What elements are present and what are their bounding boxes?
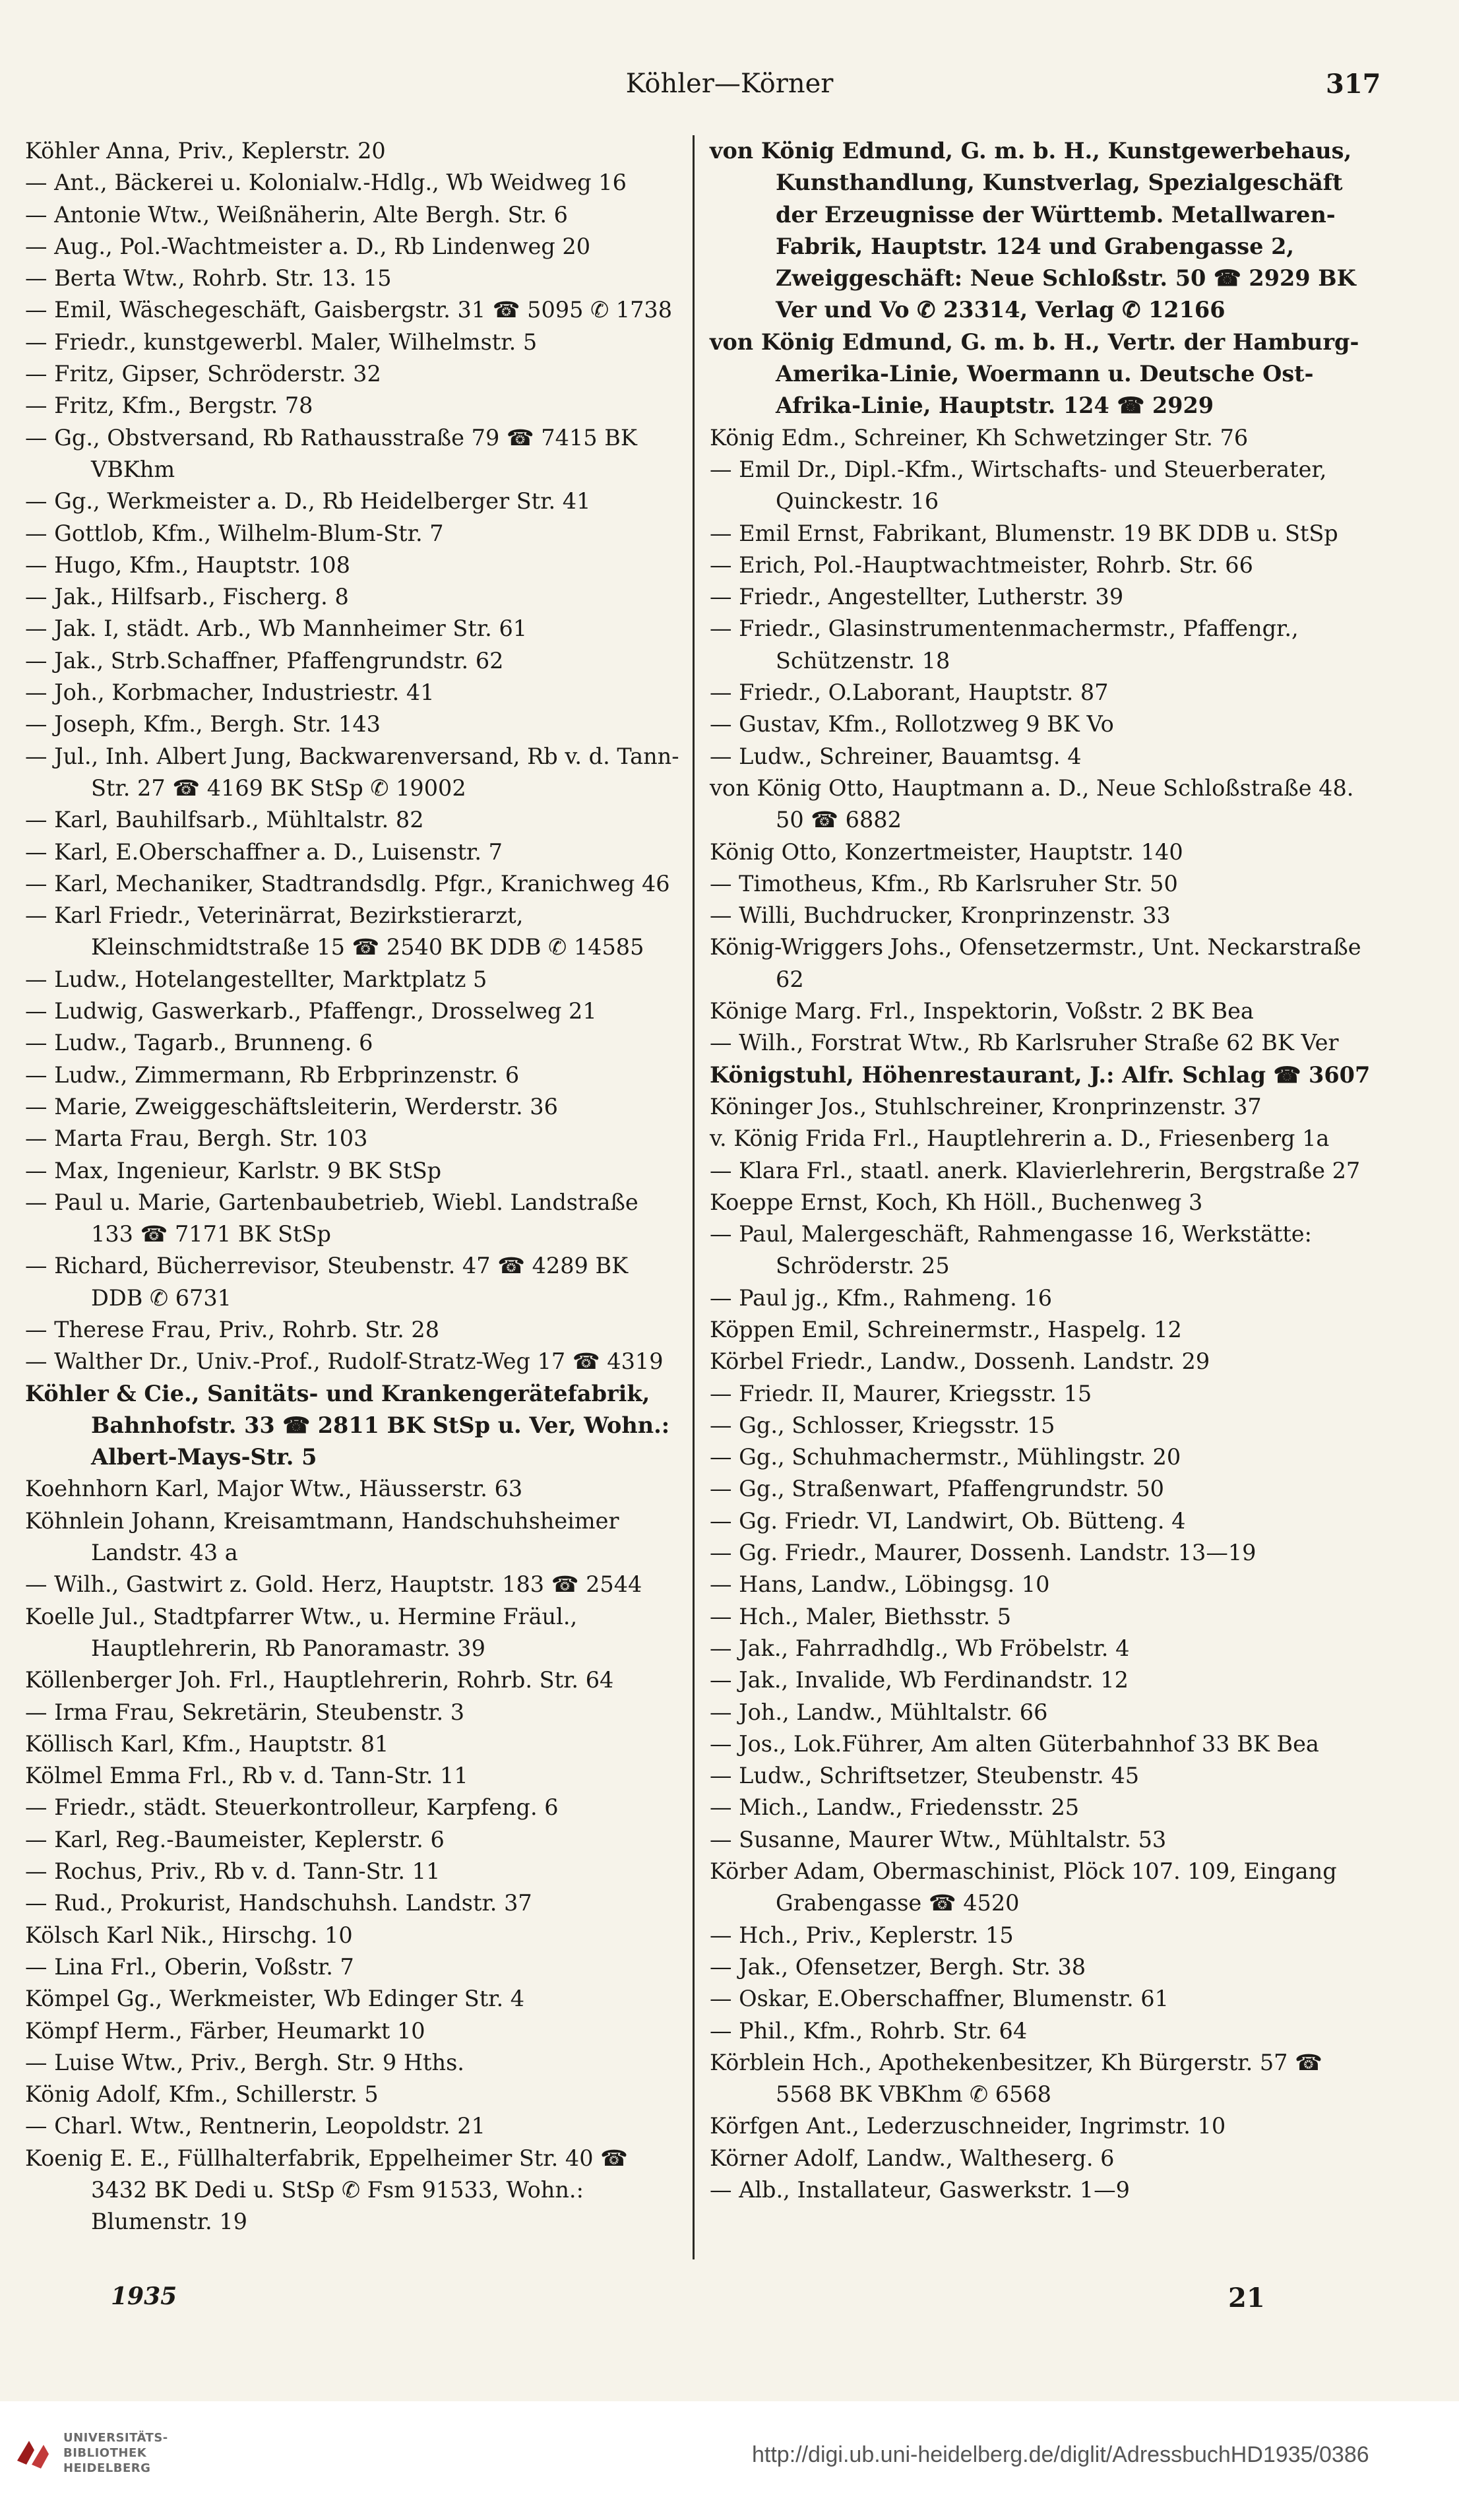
directory-entry: Köhler & Cie., Sanitäts- und Krankengerätefabrik, Bahnhofstr. 33 ☎ 2811 BK StSp u. Ver, Wohn.: Albert-Mays-Str. 5 [25, 1380, 670, 1470]
directory-entry: — Marta Frau, Bergh. Str. 103 [25, 1125, 368, 1152]
directory-entry: — Therese Frau, Priv., Rohrb. Str. 28 [25, 1316, 440, 1342]
directory-entry: Körner Adolf, Landw., Waltheserg. 6 [710, 2145, 1115, 2171]
directory-entry: — Gg., Werkmeister a. D., Rb Heidelberger Str. 41 [25, 488, 591, 515]
directory-entry: — Joh., Korbmacher, Industriestr. 41 [25, 679, 435, 706]
directory-entry: — Wilh., Forstrat Wtw., Rb Karlsruher Straße 62 BK Ver [710, 1030, 1339, 1056]
directory-entry: Köllenberger Joh. Frl., Hauptlehrerin, Rohrb. Str. 64 [25, 1667, 614, 1693]
directory-entry: — Mich., Landw., Friedensstr. 25 [710, 1794, 1080, 1821]
directory-entry: Kölmel Emma Frl., Rb v. d. Tann-Str. 11 [25, 1763, 468, 1789]
directory-entry: — Jak., Invalide, Wb Ferdinandstr. 12 [710, 1667, 1129, 1693]
directory-entry: — Wilh., Gastwirt z. Gold. Herz, Hauptstr. 183 ☎ 2544 [25, 1571, 642, 1598]
library-name-line: UNIVERSITÄTS- [63, 2431, 168, 2445]
directory-entry: — Karl, Bauhilfsarb., Mühltalstr. 82 [25, 807, 424, 833]
directory-entry: — Ludw., Zimmermann, Rb Erbprinzenstr. 6 [25, 1061, 520, 1088]
directory-entry: — Gottlob, Kfm., Wilhelm-Blum-Str. 7 [25, 520, 444, 546]
directory-entry: — Alb., Installateur, Gaswerkstr. 1—9 [710, 2177, 1130, 2203]
directory-entry: — Klara Frl., staatl. anerk. Klavierlehrerin, Bergstraße 27 [710, 1157, 1361, 1183]
page-number: 317 [1326, 69, 1381, 100]
directory-entry: Kölsch Karl Nik., Hirschg. 10 [25, 1922, 353, 1948]
directory-entry: — Walther Dr., Univ.-Prof., Rudolf-Stratz-Weg 17 ☎ 4319 [25, 1348, 664, 1375]
directory-entry: Köninger Jos., Stuhlschreiner, Kronprinzenstr. 37 [710, 1093, 1262, 1119]
directory-entry: — Jak., Hilfsarb., Fischerg. 8 [25, 584, 349, 610]
directory-entry: — Gg. Friedr. VI, Landwirt, Ob. Bütteng. 4 [710, 1507, 1186, 1534]
directory-entry: — Ant., Bäckerei u. Kolonialw.-Hdlg., Wb Weidweg 16 [25, 170, 627, 196]
directory-entry: König Otto, Konzertmeister, Hauptstr. 140 [710, 838, 1183, 865]
directory-entry: — Ludw., Tagarb., Brunneng. 6 [25, 1030, 373, 1056]
right-column [704, 135, 1371, 2206]
directory-entry: — Ludw., Schriftsetzer, Steubenstr. 45 [710, 1763, 1140, 1789]
directory-entry: Köhler Anna, Priv., Keplerstr. 20 [25, 138, 386, 164]
directory-entry: — Luise Wtw., Priv., Bergh. Str. 9 Hths. [25, 2049, 464, 2075]
directory-entry: — Gg., Schlosser, Kriegsstr. 15 [710, 1412, 1055, 1438]
directory-entry: — Karl, E.Oberschaffner a. D., Luisenstr. 7 [25, 838, 503, 865]
directory-entry: Körblein Hch., Apothekenbesitzer, Kh Bürgerstr. 57 ☎ 5568 BK VBKhm ✆ 6568 [710, 2049, 1322, 2108]
directory-entry: — Hans, Landw., Löbingsg. 10 [710, 1571, 1050, 1598]
directory-entry: — Berta Wtw., Rohrb. Str. 13. 15 [25, 265, 392, 292]
directory-entry: — Emil Dr., Dipl.-Kfm., Wirtschafts- und Steuerberater, Quinckestr. 16 [710, 456, 1327, 515]
directory-entry: Könige Marg. Frl., Inspektorin, Voßstr. 2 BK Bea [710, 998, 1254, 1024]
directory-entry: — Paul jg., Kfm., Rahmeng. 16 [710, 1284, 1053, 1311]
directory-entry: — Karl, Reg.-Baumeister, Keplerstr. 6 [25, 1826, 445, 1852]
directory-entry: Köllisch Karl, Kfm., Hauptstr. 81 [25, 1730, 389, 1757]
directory-entry: — Joseph, Kfm., Bergh. Str. 143 [25, 711, 381, 738]
directory-entry: — Marie, Zweiggeschäftsleiterin, Werderstr. 36 [25, 1093, 558, 1119]
directory-entry: — Hugo, Kfm., Hauptstr. 108 [25, 551, 350, 578]
directory-entry: — Joh., Landw., Mühltalstr. 66 [710, 1699, 1048, 1725]
directory-entry: von König Otto, Hauptmann a. D., Neue Schloßstraße 48. 50 ☎ 6882 [710, 774, 1354, 833]
left-column [20, 135, 686, 2238]
directory-entry: — Jak. I, städt. Arb., Wb Mannheimer Str. 61 [25, 615, 528, 642]
library-name [63, 2430, 168, 2476]
directory-entry: — Erich, Pol.-Hauptwachtmeister, Rohrb. Str. 66 [710, 551, 1253, 578]
directory-entry: König-Wriggers Johs., Ofensetzermstr., Unt. Neckarstraße 62 [710, 934, 1361, 992]
directory-entry: — Max, Ingenieur, Karlstr. 9 BK StSp [25, 1157, 442, 1183]
directory-entry: — Irma Frau, Sekretärin, Steubenstr. 3 [25, 1699, 465, 1725]
directory-entry: Kömpf Herm., Färber, Heumarkt 10 [25, 2017, 425, 2044]
directory-entry: Koelle Jul., Stadtpfarrer Wtw., u. Hermine Fräul., Hauptlehrerin, Rb Panoramastr. 39 [25, 1603, 578, 1661]
directory-entry: — Fritz, Gipser, Schröderstr. 32 [25, 361, 381, 387]
directory-entry: Köhnlein Johann, Kreisamtmann, Handschuhsheimer Landstr. 43 a [25, 1507, 619, 1566]
directory-entry: Koeppe Ernst, Koch, Kh Höll., Buchenweg 3 [710, 1189, 1203, 1215]
directory-entry: Koehnhorn Karl, Major Wtw., Häusserstr. 63 [25, 1476, 523, 1502]
directory-entry: — Jak., Strb.Schaffner, Pfaffengrundstr. 62 [25, 647, 504, 674]
directory-entry: — Friedr., städt. Steuerkontrolleur, Karpfeng. 6 [25, 1794, 559, 1821]
directory-entry: — Gg. Friedr., Maurer, Dossenh. Landstr. 13—19 [710, 1540, 1257, 1566]
directory-entry: — Aug., Pol.-Wachtmeister a. D., Rb Lindenweg 20 [25, 233, 591, 259]
directory-entry: — Gg., Straßenwart, Pfaffengrundstr. 50 [710, 1476, 1164, 1502]
directory-entry: — Charl. Wtw., Rentnerin, Leopoldstr. 21 [25, 2113, 485, 2139]
directory-entry: König Adolf, Kfm., Schillerstr. 5 [25, 2081, 379, 2108]
library-logo-icon [12, 2434, 53, 2475]
source-url-link[interactable]: http://digi.ub.uni-heidelberg.de/diglit/AdressbuchHD1935/0386 [752, 2442, 1369, 2467]
directory-entry: — Friedr., Glasinstrumentenmachermstr., Pfaffengr., Schützenstr. 18 [710, 615, 1299, 674]
directory-entry: — Jos., Lok.Führer, Am alten Güterbahnhof 33 BK Bea [710, 1730, 1319, 1757]
directory-entry: — Karl, Mechaniker, Stadtrandsdlg. Pfgr., Kranichweg 46 [25, 870, 670, 897]
directory-entry: — Jak., Fahrradhdlg., Wb Fröbelstr. 4 [710, 1635, 1130, 1661]
directory-entry: — Willi, Buchdrucker, Kronprinzenstr. 33 [710, 902, 1171, 929]
column-divider [693, 135, 695, 2259]
directory-entry: — Friedr. II, Maurer, Kriegsstr. 15 [710, 1380, 1092, 1406]
directory-entry: — Friedr., Angestellter, Lutherstr. 39 [710, 584, 1124, 610]
directory-entry: — Ludw., Hotelangestellter, Marktplatz 5 [25, 966, 487, 992]
directory-entry: — Friedr., O.Laborant, Hauptstr. 87 [710, 679, 1109, 706]
directory-entry: — Gg., Schuhmachermstr., Mühlingstr. 20 [710, 1444, 1181, 1470]
directory-entry: — Jak., Ofensetzer, Bergh. Str. 38 [710, 1953, 1086, 1980]
directory-entry: — Rud., Prokurist, Handschuhsh. Landstr. 37 [25, 1890, 532, 1916]
directory-entry: König Edm., Schreiner, Kh Schwetzinger Str. 76 [710, 424, 1249, 451]
directory-entry: — Paul u. Marie, Gartenbaubetrieb, Wiebl. Landstraße 133 ☎ 7171 BK StSp [25, 1189, 638, 1247]
directory-entry: — Paul, Malergeschäft, Rahmengasse 16, Werkstätte: Schröderstr. 25 [710, 1221, 1312, 1279]
library-name-line: BIBLIOTHEK [63, 2446, 147, 2460]
directory-entry: Körfgen Ant., Lederzuschneider, Ingrimstr. 10 [710, 2113, 1226, 2139]
directory-entry: von König Edmund, G. m. b. H., Kunstgewerbehaus, Kunsthandlung, Kunstverlag, Spezialgeschäft der Erzeugnisse der Württemb. Metallwaren-Fabrik, Hauptstr. 124 und Grabengasse 2, Zweiggeschäft: Neue Schloßstr. 50 ☎ 2929 BK Ver und Vo ✆ 23314, Verlag ✆ 12166 [710, 138, 1356, 323]
directory-entry: — Hch., Priv., Keplerstr. 15 [710, 1922, 1014, 1948]
running-head: Köhler—Körner [625, 69, 834, 99]
directory-entry: — Fritz, Kfm., Bergstr. 78 [25, 393, 313, 419]
directory-entry: — Karl Friedr., Veterinärrat, Bezirkstierarzt, Kleinschmidtstraße 15 ☎ 2540 BK DDB ✆ 14585 [25, 902, 644, 961]
directory-entry: — Lina Frl., Oberin, Voßstr. 7 [25, 1953, 354, 1980]
directory-entry: — Gg., Obstversand, Rb Rathausstraße 79 ☎ 7415 BK VBKhm [25, 424, 637, 482]
directory-entry: — Rochus, Priv., Rb v. d. Tann-Str. 11 [25, 1858, 441, 1885]
directory-entry: — Emil, Wäschegeschäft, Gaisbergstr. 31 ☎ 5095 ✆ 1738 [25, 297, 673, 323]
directory-entry: — Hch., Maler, Biethsstr. 5 [710, 1603, 1012, 1629]
directory-entry: — Phil., Kfm., Rohrb. Str. 64 [710, 2017, 1028, 2044]
footer-year: 1935 [111, 2283, 177, 2310]
directory-entry: — Friedr., kunstgewerbl. Maler, Wilhelmstr. 5 [25, 329, 538, 355]
signature-mark: 21 [1228, 2283, 1265, 2314]
directory-entry: — Jul., Inh. Albert Jung, Backwarenversand, Rb v. d. Tann-Str. 27 ☎ 4169 BK StSp ✆ 19002 [25, 743, 679, 801]
directory-entry: Kömpel Gg., Werkmeister, Wb Edinger Str. 4 [25, 1986, 525, 2012]
directory-entry: von König Edmund, G. m. b. H., Vertr. der Hamburg-Amerika-Linie, Woermann u. Deutsche Ost-Afrika-Linie, Hauptstr. 124 ☎ 2929 [710, 329, 1359, 419]
directory-entry: — Ludwig, Gaswerkarb., Pfaffengr., Drosselweg 21 [25, 998, 597, 1024]
directory-entry: Koenig E. E., Füllhalterfabrik, Eppelheimer Str. 40 ☎ 3432 BK Dedi u. StSp ✆ Fsm 91533, Wohn.: Blumenstr. 19 [25, 2145, 628, 2235]
directory-entry: — Emil Ernst, Fabrikant, Blumenstr. 19 BK DDB u. StSp [710, 520, 1338, 546]
directory-entry: — Ludw., Schreiner, Bauamtsg. 4 [710, 743, 1082, 769]
directory-entry: — Susanne, Maurer Wtw., Mühltalstr. 53 [710, 1826, 1167, 1852]
directory-entry: v. König Frida Frl., Hauptlehrerin a. D., Friesenberg 1a [710, 1125, 1330, 1152]
library-name-line: HEIDELBERG [63, 2461, 151, 2475]
directory-entry: — Timotheus, Kfm., Rb Karlsruher Str. 50 [710, 870, 1178, 897]
directory-entry: — Oskar, E.Oberschaffner, Blumenstr. 61 [710, 1986, 1169, 2012]
directory-entry: Köppen Emil, Schreinermstr., Haspelg. 12 [710, 1316, 1182, 1342]
directory-entry: — Gustav, Kfm., Rollotzweg 9 BK Vo [710, 711, 1114, 738]
directory-entry: Körber Adam, Obermaschinist, Plöck 107. 109, Eingang Grabengasse ☎ 4520 [710, 1858, 1337, 1916]
directory-entry: Körbel Friedr., Landw., Dossenh. Landstr. 29 [710, 1348, 1210, 1375]
directory-entry: Königstuhl, Höhenrestaurant, J.: Alfr. Schlag ☎ 3607 [710, 1061, 1371, 1088]
directory-entry: — Antonie Wtw., Weißnäherin, Alte Bergh. Str. 6 [25, 201, 568, 228]
directory-entry: — Richard, Bücherrevisor, Steubenstr. 47 ☎ 4289 BK DDB ✆ 6731 [25, 1253, 629, 1311]
